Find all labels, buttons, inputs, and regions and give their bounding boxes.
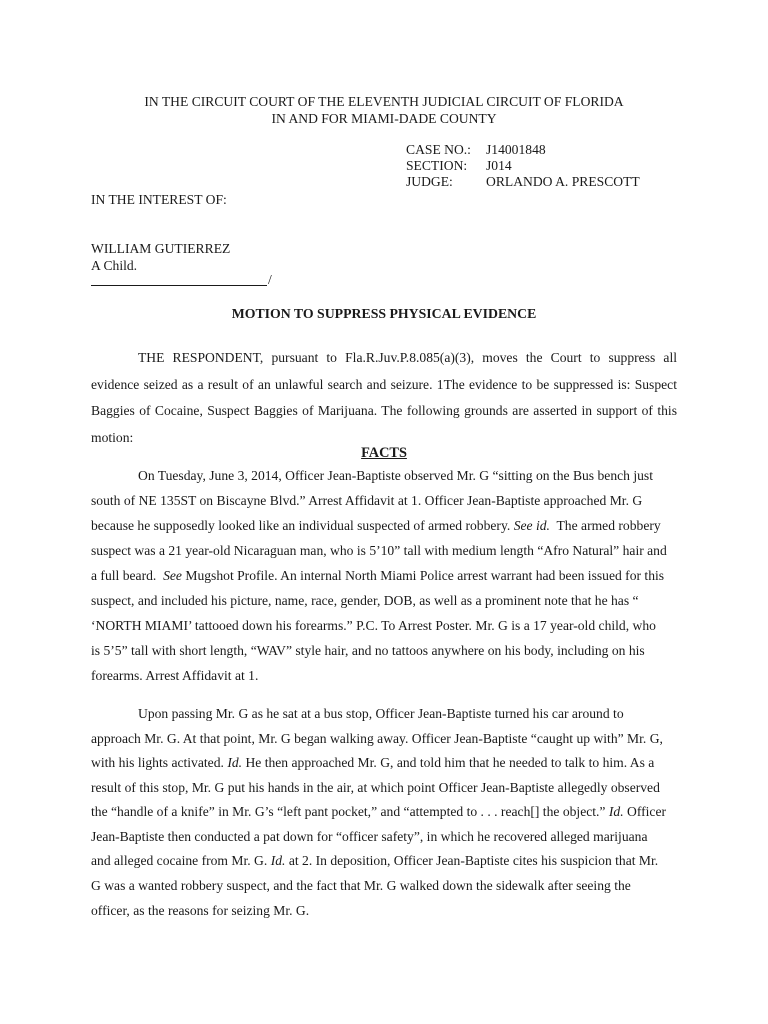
judge-row [406, 174, 640, 190]
facts-p2-line: G was a wanted robbery suspect, and the fact that Mr. G walked down the sidewalk after seeing the [91, 878, 631, 893]
child-descriptor: A Child. [91, 258, 138, 273]
facts-p2-line: Jean-Baptiste then conducted a pat down for “officer safety”, in which he recovered alleged marijuana [91, 829, 648, 844]
facts-p1-text: because he supposedly looked like an individual suspected of armed robbery. [91, 518, 511, 533]
section-label: SECTION: [406, 158, 468, 174]
facts-heading: FACTS [361, 445, 407, 461]
facts-p2-text: He then approached Mr. G, and told him that he needed to talk to him. As a [245, 755, 655, 770]
facts-p2-line [91, 853, 658, 869]
facts-p1-line: south of NE 135ST on Biscayne Blvd.” Arrest Affidavit at 1. Officer Jean-Baptiste approached Mr. G [91, 493, 643, 508]
facts-p2-line: officer, as the reasons for seizing Mr. G. [91, 903, 310, 918]
intro-paragraph [91, 345, 677, 451]
facts-p2-line: result of this stop, Mr. G put his hands in the air, at which point Officer Jean-Baptiste allegedly observed [91, 780, 660, 795]
citation: Id. [608, 804, 624, 819]
citation: Id. [270, 853, 286, 868]
citation: See [163, 568, 182, 583]
case-number-value: J14001848 [486, 142, 546, 157]
intro-text-a: THE RESPONDENT, pursuant to Fla.R.Juv.P.8.085(a)(3), moves the Court to suppress all evidence seized as a result of an unlawful search and seizure. [91, 350, 677, 392]
facts-p1-text: Mugshot Profile. An internal North Miami Police arrest warrant had been issued for this [185, 568, 665, 583]
facts-p2-text: at 2. In deposition, Officer Jean-Baptiste cites his suspicion that Mr. [288, 853, 659, 868]
facts-p2-text: the “handle of a knife” in Mr. G’s “left pant pocket,” and “attempted to . . . reach[] the object.” [91, 804, 606, 819]
citation: See id. [513, 518, 550, 533]
intro-text-b: The evidence to be suppressed is: Suspect Baggies of Cocaine, Suspect Baggies of Marijuana. The following grounds are asserted in support of this motion: [91, 376, 677, 445]
facts-p1-line: ‘NORTH MIAMI’ tattooed down his forearms.” P.C. To Arrest Poster. Mr. G is a 17 year-old child, who [91, 618, 656, 633]
court-line-1: IN THE CIRCUIT COURT OF THE ELEVENTH JUDICIAL CIRCUIT OF FLORIDA [144, 94, 624, 109]
facts-p2-line [91, 755, 654, 771]
facts-p1-line: is 5’5” tall with short length, “WAV” style hair, and no tattoos anywhere on his body, including on his [91, 643, 645, 658]
facts-p2-line [91, 804, 666, 820]
facts-p1-line: forearms. Arrest Affidavit at 1. [91, 668, 259, 683]
case-number-row [406, 142, 640, 158]
facts-p1-line: suspect was a 21 year-old Nicaraguan man, who is 5’10” tall with medium length “Afro Natural” hair and [91, 543, 667, 558]
case-number-label: CASE NO.: [406, 142, 471, 157]
facts-p2-text: and alleged cocaine from Mr. G. [91, 853, 268, 868]
caption-slash: / [268, 272, 272, 287]
court-heading [0, 93, 768, 127]
case-info [406, 142, 640, 191]
child-name: WILLIAM GUTIERREZ [91, 241, 231, 256]
section-row [406, 158, 640, 174]
facts-p1-text: The armed robbery [556, 518, 661, 533]
child-caption [91, 240, 230, 274]
facts-p2-line: approach Mr. G. At that point, Mr. G began walking away. Officer Jean-Baptiste “caught up with” Mr. G, [91, 731, 663, 746]
facts-p1-line: On Tuesday, June 3, 2014, Officer Jean-Baptiste observed Mr. G “sitting on the Bus bench just [138, 468, 653, 483]
court-line-2: IN AND FOR MIAMI-DADE COUNTY [271, 111, 497, 126]
caption-rule [91, 283, 267, 286]
section-value: J014 [486, 158, 512, 174]
judge-label: JUDGE: [406, 174, 453, 190]
footnote-marker[interactable]: 1 [436, 376, 444, 392]
facts-p1-line: suspect, and included his picture, name, race, gender, DOB, as well as a prominent note that he has “ [91, 593, 639, 608]
facts-p1-line [91, 518, 661, 534]
facts-p1-line [91, 568, 664, 584]
motion-title: MOTION TO SUPPRESS PHYSICAL EVIDENCE [231, 306, 537, 321]
facts-p2-text: with his lights activated. [91, 755, 224, 770]
facts-p2-line: Upon passing Mr. G as he sat at a bus stop, Officer Jean-Baptiste turned his car around to [138, 706, 624, 721]
citation: Id. [227, 755, 243, 770]
facts-p1-text: a full beard. [91, 568, 157, 583]
interest-of-label: IN THE INTEREST OF: [91, 192, 227, 207]
judge-value: ORLANDO A. PRESCOTT [486, 174, 640, 190]
facts-p2-text: Officer [627, 804, 667, 819]
